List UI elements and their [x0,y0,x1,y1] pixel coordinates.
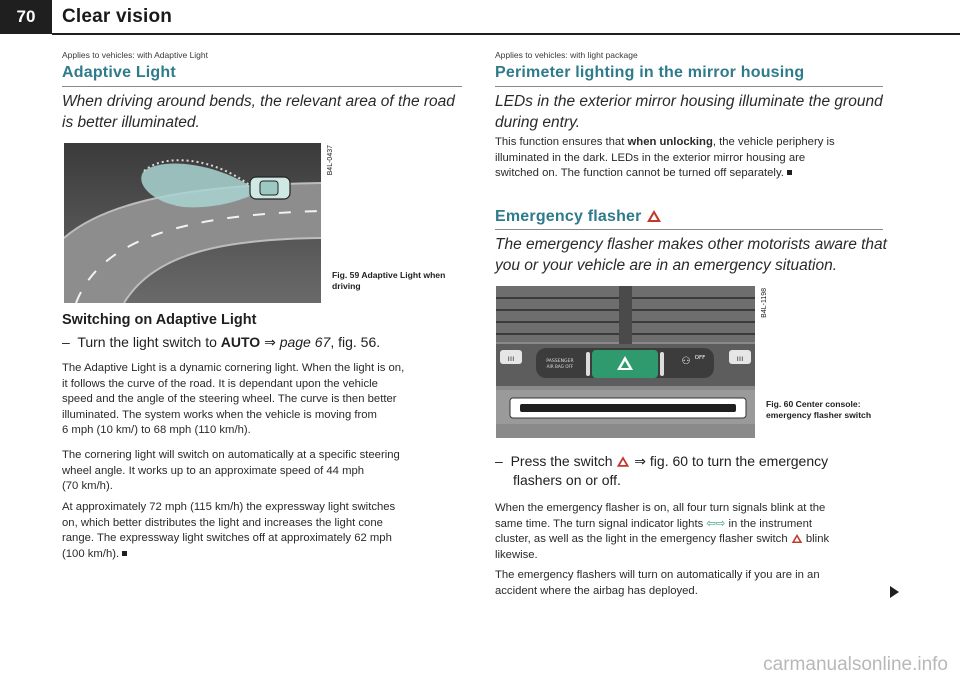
end-mark [122,551,127,556]
heading-perimeter-lighting: Perimeter lighting in the mirror housing [495,64,805,81]
text-line: speed and the angle of the steering wheel. The curve is then better [62,393,397,405]
step-line-2: flashers on or off. [513,472,621,488]
end-mark [787,170,792,175]
text-line: accident where the airbag has deployed. [495,584,698,597]
paragraph-flasher-2 [495,568,895,599]
step-line-1 [495,452,895,471]
text-span: cluster, as well as the light in the emergency flasher switch [495,533,791,545]
text-span: , the vehicle periphery is [712,136,835,148]
warning-triangle-icon [791,533,803,544]
step-text: Turn the light switch to [77,334,221,350]
header-rule [52,33,960,35]
figure-59-caption [332,270,464,292]
text-line [495,532,895,548]
text-line: 6 mph (10 km/) to 68 mph (110 km/h). [62,424,251,436]
warning-triangle-icon [646,209,662,223]
paragraph-flasher-1 [495,501,895,563]
text-line: The emergency flashers will turn on automatically if you are in an [495,569,820,581]
figure-adaptive-light [64,143,321,303]
center-console-illustration [496,286,755,438]
text-span: This function ensures that [495,136,628,148]
text-bold: when unlocking [627,136,713,148]
text-span: blink [802,533,830,545]
text-span: (100 km/h). [62,547,120,560]
svg-text:ııı: ııı [736,354,744,363]
step-press-switch [495,452,895,490]
text-span: switched on. The function cannot be turned off separately. [495,167,784,179]
paragraph-adaptive-3 [62,500,467,562]
step-dash: – [495,453,503,469]
figure-60-code: B4L-1198 [761,288,768,318]
watermark: carmanualsonline.info [763,654,948,675]
text-line: The cornering light will switch on automatically at a specific steering [62,449,400,461]
auto-label: AUTO [220,334,261,350]
fig-reference: , fig. 56. [330,334,381,350]
warning-triangle-icon [616,455,630,468]
seatbelt-icon: ⚇ [681,356,691,367]
figure-59-number: Fig. 59 [332,270,360,280]
section-rule [495,86,883,87]
continue-arrow-icon [890,586,899,598]
passenger-label: PASSENGER [546,359,574,364]
heading-adaptive-light: Adaptive Light [62,64,176,81]
text-span: in the instrument [725,517,812,530]
text-line: range. The expressway light switches off at approximately 62 mph [62,532,392,544]
page-number: 70 [0,0,52,34]
figure-59-code: B4L-0437 [327,145,334,176]
chapter-title: Clear vision [62,6,173,27]
text-line: wheel angle. It works up to an approximate speed of 44 mph [62,464,365,477]
intro-adaptive-light: When driving around bends, the relevant area of the road is better illuminated. [62,93,455,131]
applies-note-adaptive: Applies to vehicles: with Adaptive Light [62,50,209,60]
turn-signal-icon: ⇦⇨ [706,517,726,530]
ref-arrow: ⇒ [260,334,280,350]
section-rule [62,86,462,87]
figure-60-number: Fig. 60 [766,399,794,409]
applies-note-light-package: Applies to vehicles: with light package [495,50,638,60]
text-line: it follows the curve of the road. It is dependant upon the vehicle [62,377,378,390]
text-line [495,517,895,533]
figure-59-text: Adaptive Light when driving [332,270,446,291]
paragraph-adaptive-1 [62,361,467,439]
fig-reference: ⇒ fig. 60 to turn the emergency [630,453,829,469]
text-line [62,547,467,563]
heading-text: Emergency flasher [495,208,642,225]
intro-perimeter-lighting: LEDs in the exterior mirror housing illuminate the ground during entry. [495,93,883,131]
text-span: same time. The turn signal indicator lights [495,517,707,530]
text-line: likewise. [495,548,538,561]
intro-emergency-flasher: The emergency flasher makes other motorists aware that you or your vehicle are in an emergency situation. [495,236,887,274]
text-line: When the emergency flasher is on, all four turn signals blink at the [495,502,826,514]
paragraph-adaptive-2 [62,448,467,495]
figure-center-console [496,286,755,438]
adaptive-light-illustration [64,143,321,303]
text-line: illuminated in the dark. LEDs in the exterior mirror housing are [495,151,806,164]
text-line [495,135,890,151]
text-line: illuminated. The system works when the vehicle is moving from [62,408,377,421]
svg-text:ııı: ııı [507,354,515,363]
off-label: OFF [694,355,706,361]
page-reference[interactable]: page 67 [279,334,331,350]
section-rule [495,229,883,230]
text-line [495,166,890,182]
step-text: Press the switch [510,453,617,469]
text-line: on, which better distributes the light and increases the light cone [62,516,383,529]
text-line: The Adaptive Light is a dynamic cornering light. When the light is on, [62,362,405,374]
text-line: At approximately 72 mph (115 km/h) the expressway light switches [62,501,396,513]
text-line: (70 km/h). [62,480,113,492]
heading-emergency-flasher [495,208,662,226]
step-dash: – [62,334,70,350]
subheading-switching-on: Switching on Adaptive Light [62,312,257,328]
paragraph-perimeter [495,135,890,182]
figure-60-caption [766,399,886,421]
airbag-off-label: AIR BAG OFF [546,364,574,369]
figure-60-text: Center console: emergency flasher switch [766,399,872,420]
step-switch-auto [62,333,380,352]
